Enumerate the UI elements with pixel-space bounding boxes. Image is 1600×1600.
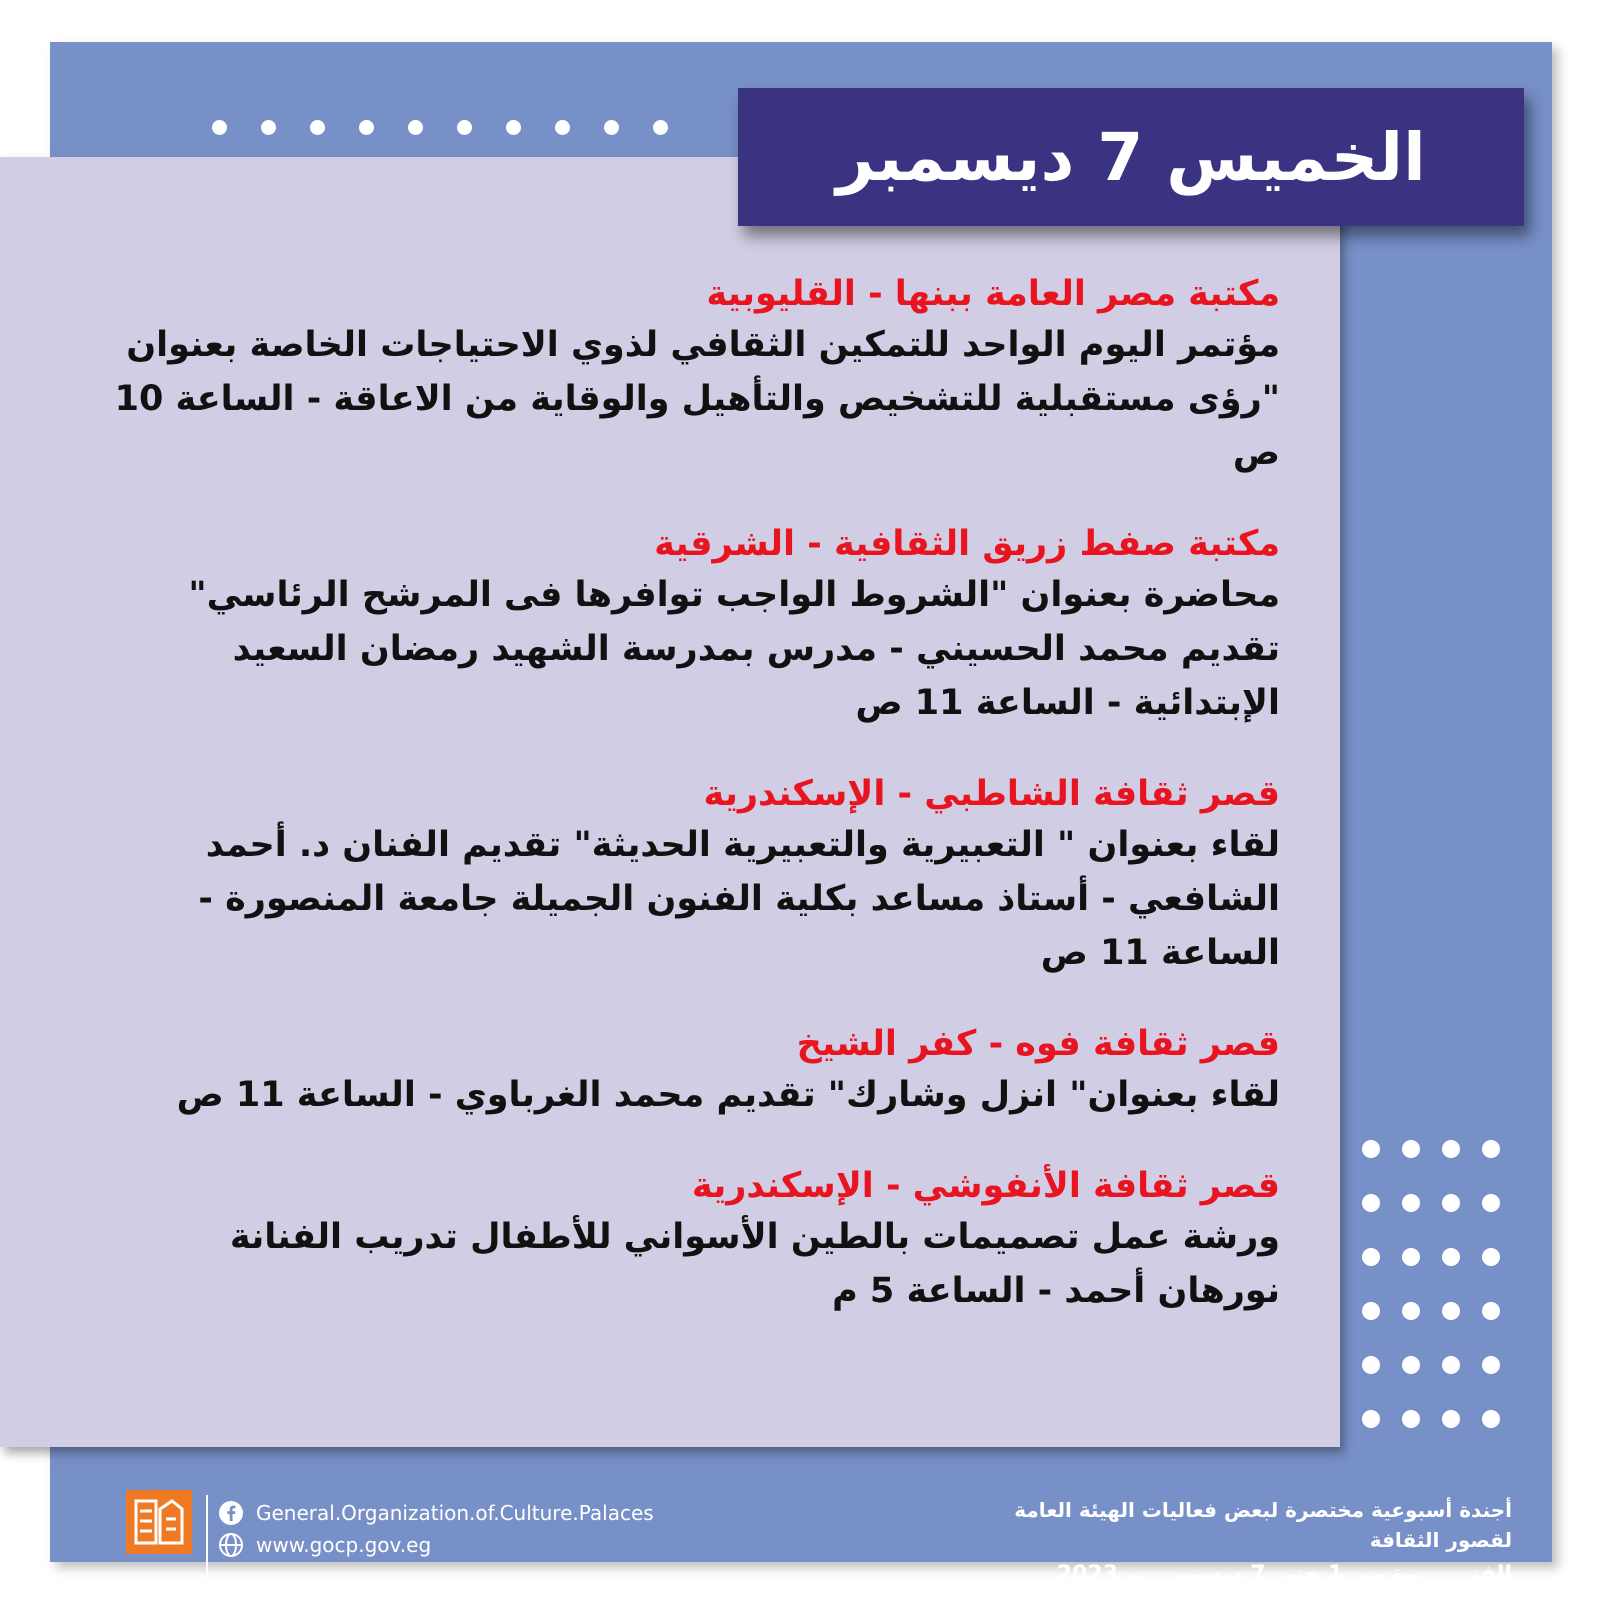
event-venue: قصر ثقافة الأنفوشي - الإسكندرية [691, 1166, 1280, 1206]
agenda-period: الفتـــــــرة من 1 حتى 7 ديسمبـــــر 2023 [1056, 1562, 1512, 1587]
event-item [100, 1162, 1280, 1318]
globe-icon [218, 1532, 244, 1558]
facebook-link[interactable] [218, 1500, 654, 1526]
event-item [100, 1020, 1280, 1122]
website-link[interactable] [218, 1532, 431, 1558]
footer-agenda-info [952, 1495, 1512, 1595]
decorative-dots-top [212, 120, 672, 140]
event-description: لقاء بعنوان" انزل وشارك" تقديم محمد الغرباوي - الساعة 11 ص [176, 1075, 1280, 1115]
date-title-box [738, 88, 1524, 226]
agenda-caption: أجندة أسبوعية مختصرة لبعض فعاليات الهيئة العامة لقصور الثقافة [1014, 1498, 1512, 1552]
website-url: www.gocp.gov.eg [256, 1533, 432, 1557]
facebook-handle: General.Organization.of.Culture.Palaces [256, 1501, 654, 1525]
page-title: الخميس 7 ديسمبر [836, 118, 1426, 196]
event-description: لقاء بعنوان " التعبيرية والتعبيرية الحديثة" تقديم الفنان د. أحمد الشافعي - أستاذ مساعد بكلية الفنون الجميلة جامعة المنصورة - الساعة 11 ص [198, 825, 1280, 973]
event-venue: قصر ثقافة الشاطبي - الإسكندرية [703, 774, 1280, 814]
events-list [100, 270, 1280, 1358]
organization-logo [126, 1490, 192, 1554]
event-description: مؤتمر اليوم الواحد للتمكين الثقافي لذوي الاحتياجات الخاصة بعنوان "رؤى مستقبلية للتشخيص والتأهيل والوقاية من الاعاقة - الساعة 10 ص [114, 325, 1280, 473]
event-venue: مكتبة صفط زريق الثقافية - الشرقية [654, 524, 1280, 564]
event-item [100, 770, 1280, 980]
event-item [100, 520, 1280, 730]
footer-divider [206, 1495, 208, 1600]
decorative-dots-grid [1362, 1140, 1502, 1430]
logo-emblem-icon [132, 1495, 186, 1549]
event-item [100, 270, 1280, 480]
event-venue: قصر ثقافة فوه - كفر الشيخ [796, 1024, 1280, 1064]
event-venue: مكتبة مصر العامة ببنها - القليوبية [706, 274, 1280, 314]
facebook-icon [218, 1500, 244, 1526]
event-description: ورشة عمل تصميمات بالطين الأسواني للأطفال تدريب الفنانة نورهان أحمد - الساعة 5 م [229, 1217, 1280, 1311]
event-description: محاضرة بعنوان "الشروط الواجب توافرها فى المرشح الرئاسي" تقديم محمد الحسيني - مدرس بمدرسة الشهيد رمضان السعيد الإبتدائية - الساعة 11 ص [188, 575, 1280, 723]
